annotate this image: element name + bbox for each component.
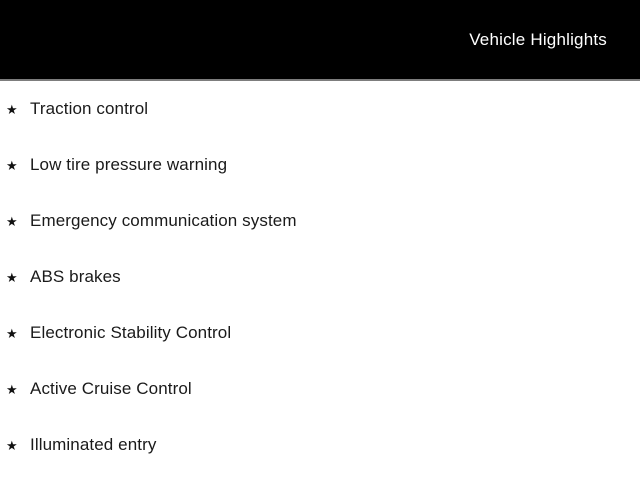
star-icon: ★: [6, 438, 18, 453]
feature-label: Low tire pressure warning: [30, 155, 228, 174]
page-title: Vehicle Highlights: [469, 29, 607, 49]
feature-label: ABS brakes: [30, 267, 121, 286]
feature-list: [0, 81, 640, 473]
feature-label: Traction control: [30, 99, 149, 118]
feature-label: Illuminated entry: [30, 435, 157, 454]
list-item: [0, 193, 640, 249]
list-item: [0, 137, 640, 193]
feature-label: Active Cruise Control: [30, 379, 192, 398]
feature-label: Electronic Stability Control: [30, 323, 232, 342]
list-item: [0, 417, 640, 473]
star-icon: ★: [6, 214, 18, 229]
list-item: [0, 249, 640, 305]
list-item: [0, 305, 640, 361]
star-icon: ★: [6, 382, 18, 397]
feature-label: Emergency communication system: [30, 211, 297, 230]
header-bar: [0, 0, 640, 81]
list-item: [0, 81, 640, 137]
list-item: [0, 361, 640, 417]
star-icon: ★: [6, 326, 18, 341]
star-icon: ★: [6, 102, 18, 117]
star-icon: ★: [6, 270, 18, 285]
star-icon: ★: [6, 158, 18, 173]
